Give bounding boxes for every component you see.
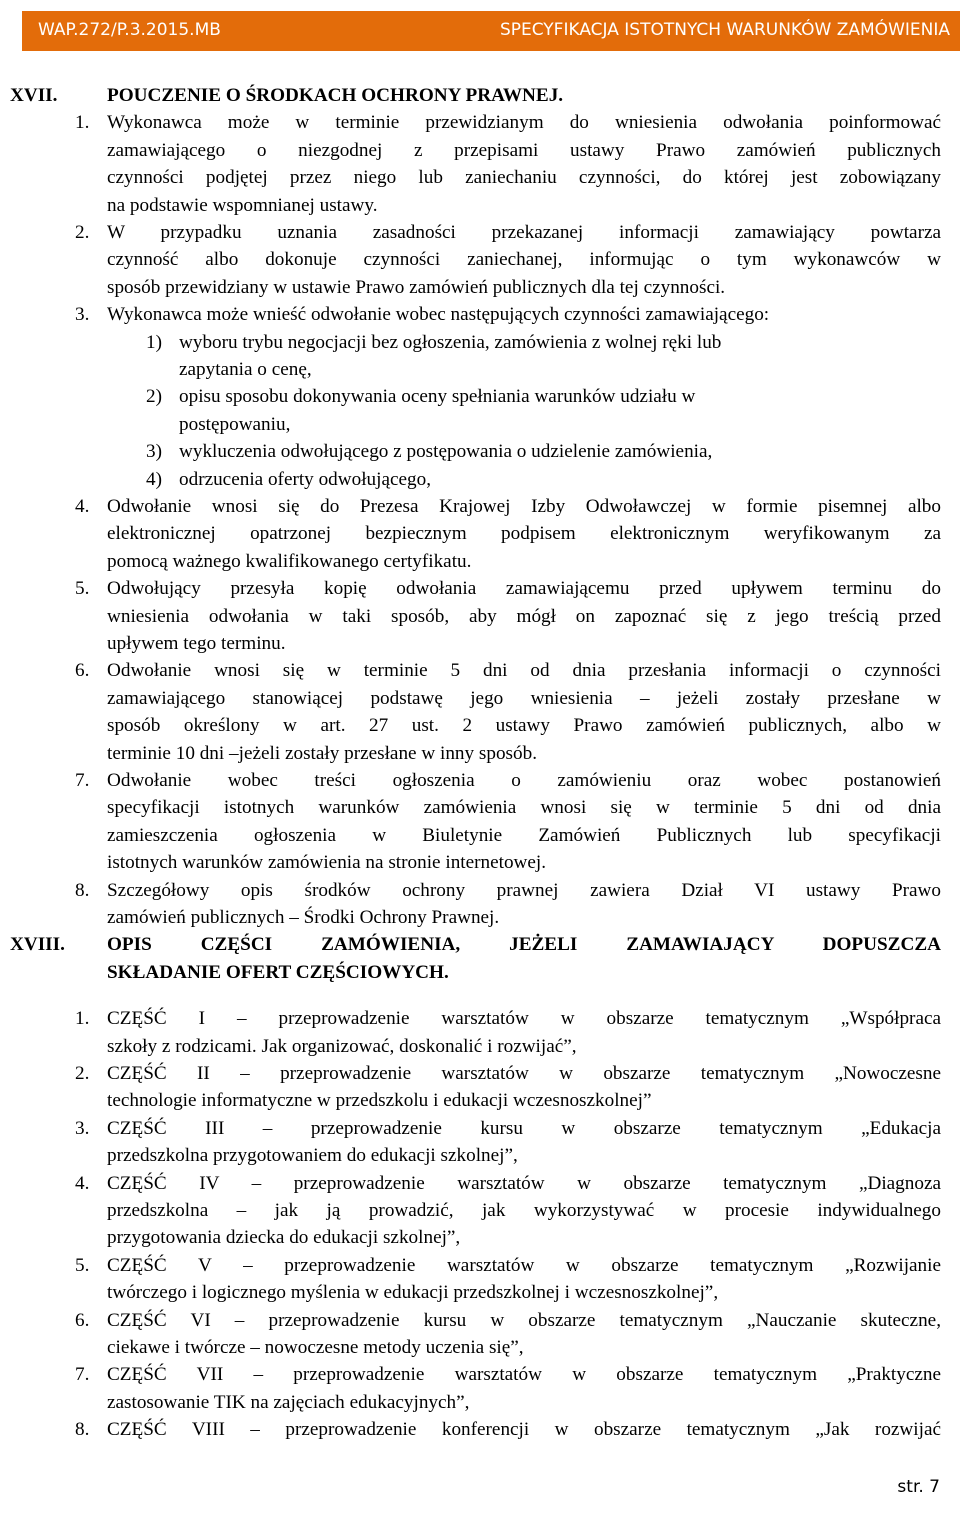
item-number: 3. [75, 1117, 90, 1139]
subitem-text: wykluczenia odwołującego z postępowania o udzielenie zamówienia, [179, 441, 713, 463]
item-text: przedszkolna – jak ją prowadzić, jak wykorzystywać w procesie indywidualnego [107, 1200, 941, 1221]
item-text: elektronicznej opatrzonej bezpiecznym podpisem elektronicznym weryfikowanym za [107, 523, 941, 545]
item-text: Wykonawca może wnieść odwołanie wobec następujących czynności zamawiającego: [107, 304, 770, 326]
item-text: Odwołujący przesyła kopię odwołania zamawiającemu przed upływem terminu do [107, 578, 941, 600]
item-text: wniesienia odwołania w taki sposób, aby mógł on zapoznać się z jego treścią przed [107, 605, 941, 627]
subitem-number: 3) [146, 441, 162, 463]
header-banner [22, 11, 960, 51]
item-number: 1. [75, 112, 90, 134]
item-text: zamieszczenia ogłoszenia w Biuletynie Zamówień Publicznych lub specyfikacji [107, 824, 941, 846]
item-text: przygotowania dziecka do edukacji szkolnej”, [107, 1227, 461, 1249]
item-text: czynności podjętej przez niego lub zaniechaniu czynności, do której jest zobowiązany [107, 167, 941, 189]
item-text: czynność albo dokonuje czynności zaniechanej, informując o tym wykonawców w [107, 249, 941, 271]
item-text: szkoły z rodzicami. Jak organizować, doskonalić i rozwijać”, [107, 1035, 577, 1057]
item-text: CZĘŚĆ I – przeprowadzenie warsztatów w obszarze tematycznym „Współpraca [107, 1008, 941, 1030]
item-number: 3. [75, 304, 90, 326]
item-number: 5. [75, 578, 90, 600]
subitem-number: 2) [146, 386, 162, 408]
item-number: 6. [75, 1309, 90, 1331]
item-number: 8. [75, 1419, 90, 1441]
item-text: sposób określony w art. 27 ust. 2 ustawy Prawo zamówień publicznych, albo w [107, 715, 941, 737]
section-title: OPIS CZĘŚCI ZAMÓWIENIA, JEŻELI ZAMAWIAJĄCY DOPUSZCZA [107, 934, 941, 956]
subitem-text: wyboru trybu negocjacji bez ogłoszenia, zamówienia z wolnej ręki lub [179, 331, 722, 353]
subitem-text: odrzucenia oferty odwołującego, [179, 468, 431, 490]
item-text: na podstawie wspomnianej ustawy. [107, 194, 378, 216]
subitem-number: 1) [146, 331, 162, 353]
item-text: terminie 10 dni –jeżeli zostały przesłane w inny sposób. [107, 742, 538, 764]
section-title: POUCZENIE O ŚRODKACH OCHRONY PRAWNEJ. [107, 85, 564, 106]
item-text: zamawiającego o niezgodnej z przepisami ustawy Prawo zamówień publicznych [107, 139, 941, 161]
item-text: istotnych warunków zamówienia na stronie internetowej. [107, 852, 547, 874]
item-number: 8. [75, 879, 90, 901]
item-text: CZĘŚĆ VIII – przeprowadzenie konferencji w obszarze tematycznym „Jak rozwijać [107, 1419, 941, 1441]
item-text: CZĘŚĆ VI – przeprowadzenie kursu w obszarze tematycznym „Nauczanie skuteczne, [107, 1309, 941, 1331]
item-number: 5. [75, 1254, 90, 1276]
item-text: CZĘŚĆ IV – przeprowadzenie warsztatów w obszarze tematycznym „Diagnoza [107, 1172, 941, 1194]
item-text: CZĘŚĆ II – przeprowadzenie warsztatów w obszarze tematycznym „Nowoczesne [107, 1063, 941, 1084]
item-text: Odwołanie wnosi się do Prezesa Krajowej Izby Odwoławczej w formie pisemnej albo [107, 496, 941, 517]
item-number: 1. [75, 1008, 90, 1030]
item-text: upływem tego terminu. [107, 633, 286, 654]
item-number: 6. [75, 660, 90, 682]
document-title: SPECYFIKACJA ISTOTNYCH WARUNKÓW ZAMÓWIENIA [499, 20, 950, 40]
item-text: twórczego i logicznego myślenia w edukacji przedszkolnej i wczesnoszkolnej”, [107, 1282, 719, 1304]
item-text: pomocą ważnego kwalifikowanego certyfikatu. [107, 550, 472, 572]
item-text: specyfikacji istotnych warunków zamówienia wnosi się w terminie 5 dni od dnia [107, 797, 941, 819]
item-number: 2. [75, 1063, 90, 1084]
subitem-text: opisu sposobu dokonywania oceny spełniania warunków udziału w [179, 386, 696, 408]
item-text: przedszkolna przygotowaniem do edukacji szkolnej”, [107, 1145, 518, 1167]
page-number: str. 7 [897, 1477, 940, 1497]
item-text: Odwołanie wnosi się w terminie 5 dni od dnia przesłania informacji o czynności [107, 660, 941, 682]
item-text: CZĘŚĆ VII – przeprowadzenie warsztatów w obszarze tematycznym „Praktyczne [107, 1364, 941, 1386]
section-number: XVIII. [10, 934, 65, 956]
item-text: Wykonawca może w terminie przewidzianym do wniesienia odwołania poinformować [107, 112, 941, 134]
document-reference: WAP.272/P.3.2015.MB [38, 20, 221, 40]
section-number: XVII. [10, 85, 58, 106]
item-text: W przypadku uznania zasadności przekazanej informacji zamawiający powtarza [107, 222, 941, 243]
item-text: sposób przewidziany w ustawie Prawo zamówień publicznych dla tej czynności. [107, 276, 726, 298]
item-text: zastosowanie TIK na zajęciach edukacyjnych”, [107, 1391, 470, 1413]
item-number: 4. [75, 496, 90, 517]
section-title: SKŁADANIE OFERT CZĘŚCIOWYCH. [107, 961, 449, 983]
item-text: Odwołanie wobec treści ogłoszenia o zamówieniu oraz wobec postanowień [107, 770, 941, 791]
subitem-text: zapytania o cenę, [179, 359, 312, 380]
item-text: zamawiającego stanowiącej podstawę jego wniesienia – jeżeli zostały przesłane w [107, 687, 941, 709]
item-text: zamówień publicznych – Środki Ochrony Prawnej. [107, 907, 500, 928]
item-number: 4. [75, 1172, 90, 1194]
item-number: 7. [75, 1364, 90, 1386]
item-text: ciekawe i twórcze – nowoczesne metody uczenia się”, [107, 1337, 524, 1358]
item-text: technologie informatyczne w przedszkolu i edukacji wczesnoszkolnej” [107, 1090, 652, 1112]
item-text: Szczegółowy opis środków ochrony prawnej zawiera Dział VI ustawy Prawo [107, 879, 941, 901]
item-text: CZĘŚĆ III – przeprowadzenie kursu w obszarze tematycznym „Edukacja [107, 1117, 941, 1139]
subitem-number: 4) [146, 468, 162, 490]
subitem-text: postępowaniu, [179, 413, 291, 435]
item-text: CZĘŚĆ V – przeprowadzenie warsztatów w obszarze tematycznym „Rozwijanie [107, 1254, 941, 1276]
item-number: 7. [75, 770, 90, 791]
item-number: 2. [75, 222, 90, 243]
